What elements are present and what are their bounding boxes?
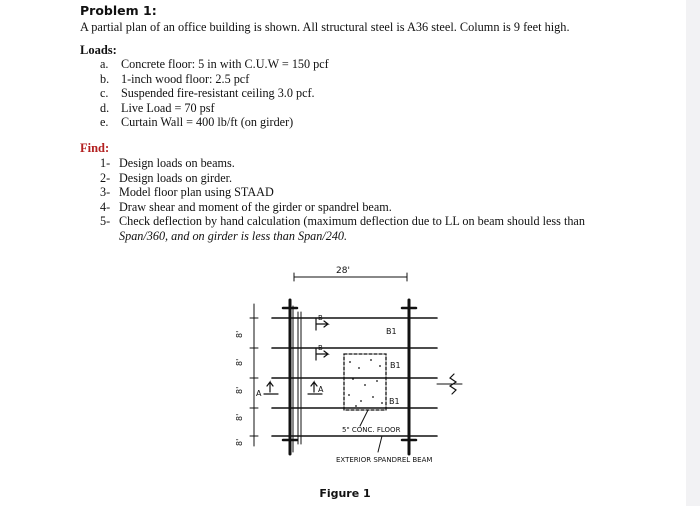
list-text-continuation: Span/360, and on girder is less than Span/240. <box>119 228 348 243</box>
find-title: Find: <box>80 141 110 155</box>
spandrel-note: EXTERIOR SPANDREL BEAM <box>336 456 433 464</box>
problem-heading: Problem 1: <box>80 3 157 18</box>
leader-line <box>378 436 382 452</box>
page-edge <box>686 0 700 506</box>
section-mark-label: A <box>318 385 324 394</box>
figure-caption-text: Figure 1 <box>319 487 371 500</box>
section-mark-label: B <box>318 314 323 322</box>
list-item <box>100 185 585 200</box>
side-dimension-label: 8' <box>235 358 244 366</box>
list-text: Design loads on girder. <box>119 170 233 185</box>
loads-list <box>100 57 329 130</box>
list-marker: 3- <box>100 185 111 200</box>
list-item <box>100 101 329 116</box>
list-item <box>100 214 585 243</box>
list-marker: e. <box>100 115 109 130</box>
section-mark-label: B <box>318 344 323 352</box>
beam-label: B1 <box>386 327 397 336</box>
list-text: 1-inch wood floor: 2.5 pcf <box>121 71 250 86</box>
list-text: Suspended fire-resistant ceiling 3.0 pcf. <box>121 86 315 101</box>
problem-intro: A partial plan of an office building is shown. All structural steel is A36 steel. Column is 9 feet high. <box>80 20 570 34</box>
beam-label: B1 <box>390 361 401 370</box>
list-item <box>100 171 585 186</box>
concrete-dots <box>348 359 383 407</box>
list-text: Concrete floor: 5 in with C.U.W = 150 pcf <box>121 57 329 71</box>
figure-caption <box>0 487 700 500</box>
list-marker: 4- <box>100 199 111 214</box>
list-marker: c. <box>100 86 109 101</box>
list-marker: b. <box>100 71 110 86</box>
list-text: Design loads on beams. <box>119 156 235 170</box>
find-list <box>100 156 585 243</box>
leader-line <box>360 410 368 426</box>
list-text: Check deflection by hand calculation (maximum deflection due to LL on beam should less than <box>119 214 585 229</box>
list-item <box>100 86 329 101</box>
list-item <box>100 72 329 87</box>
side-dimension-label: 8' <box>235 413 244 421</box>
list-marker: d. <box>100 100 110 115</box>
list-text: Curtain Wall = 400 lb/ft (on girder) <box>121 115 294 130</box>
list-item <box>100 57 329 72</box>
side-dimension-label: 8' <box>235 438 244 446</box>
dimension-label: 28' <box>336 266 350 276</box>
section-mark-label: A <box>256 389 262 398</box>
list-marker: 2- <box>100 170 111 185</box>
loads-title: Loads: <box>80 43 117 57</box>
list-marker: 5- <box>100 214 111 229</box>
list-text: Model floor plan using STAAD <box>119 185 274 200</box>
beam-label: B1 <box>389 397 400 406</box>
side-dimension-label: 8' <box>235 330 244 338</box>
list-text: Live Load = 70 psf <box>121 100 215 115</box>
side-dimension-label: 8' <box>235 386 244 394</box>
list-marker: 1- <box>100 156 111 170</box>
list-marker: a. <box>100 57 109 71</box>
section-arrow-icon <box>267 382 273 392</box>
list-item <box>100 115 329 130</box>
list-item <box>100 156 585 171</box>
floor-plan-sketch <box>232 256 468 488</box>
floor-note: 5" CONC. FLOOR <box>342 426 401 434</box>
list-text: Draw shear and moment of the girder or spandrel beam. <box>119 199 392 214</box>
section-arrow-icon <box>311 382 317 392</box>
list-item <box>100 200 585 215</box>
